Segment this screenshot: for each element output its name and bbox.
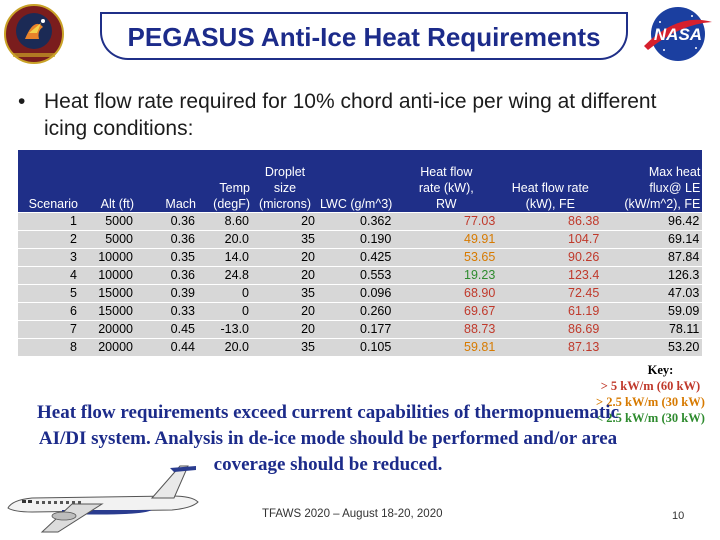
cell-temp: 0 — [198, 285, 252, 303]
title-frame — [100, 12, 628, 60]
cell-lwc: 0.260 — [318, 303, 394, 321]
nasa-logo-text: NASA — [653, 25, 703, 44]
cell-droplet: 20 — [252, 249, 318, 267]
col-lwc: LWC (g/m^3) — [318, 150, 394, 213]
cell-max-heat-flux: 59.09 — [602, 303, 702, 321]
table-row — [18, 213, 702, 231]
cell-alt: 10000 — [80, 267, 136, 285]
cell-mach: 0.44 — [136, 339, 198, 357]
heat-flow-table — [18, 150, 702, 356]
conclusion-text: Heat flow requirements exceed current capabilities of thermopnuematic AI/DI system. Analysis in de-ice mode should be performed and/or area coverage should be reduced. — [36, 402, 620, 475]
cell-lwc: 0.362 — [318, 213, 394, 231]
page-title: PEGASUS Anti-Ice Heat Requirements — [127, 22, 601, 52]
col-heat-flow-rw: Heat flow rate (kW), RW — [394, 150, 498, 213]
key-green: < 2.5 kW/m (30 kW) — [596, 411, 705, 425]
cell-heat-flow-fe: 86.38 — [498, 213, 602, 231]
cell-lwc: 0.177 — [318, 321, 394, 339]
cell-heat-flow-fe: 86.69 — [498, 321, 602, 339]
table-row — [18, 267, 702, 285]
cell-heat-flow-fe: 87.13 — [498, 339, 602, 357]
cell-droplet: 20 — [252, 303, 318, 321]
cell-mach: 0.39 — [136, 285, 198, 303]
cell-scenario: 6 — [18, 303, 80, 321]
cell-lwc: 0.096 — [318, 285, 394, 303]
cell-scenario: 1 — [18, 213, 80, 231]
key-orange: > 2.5 kW/m (30 kW) — [596, 395, 705, 409]
cell-max-heat-flux: 53.20 — [602, 339, 702, 357]
cell-scenario: 3 — [18, 249, 80, 267]
cell-temp: 20.0 — [198, 339, 252, 357]
cell-droplet: 20 — [252, 321, 318, 339]
cell-alt: 5000 — [80, 231, 136, 249]
table-row — [18, 339, 702, 357]
cell-heat-flow-rw: 68.90 — [394, 285, 498, 303]
cell-heat-flow-rw: 19.23 — [394, 267, 498, 285]
cell-heat-flow-rw: 59.81 — [394, 339, 498, 357]
cell-alt: 20000 — [80, 339, 136, 357]
cell-lwc: 0.190 — [318, 231, 394, 249]
cell-heat-flow-fe: 104.7 — [498, 231, 602, 249]
cell-temp: 24.8 — [198, 267, 252, 285]
key-red: > 5 kW/m (60 kW) — [600, 379, 701, 393]
page-number: 10 — [672, 510, 685, 522]
cell-max-heat-flux: 47.03 — [602, 285, 702, 303]
col-max-heat-flux: Max heat flux@ LE (kW/m^2), FE — [602, 150, 702, 213]
cell-droplet: 35 — [252, 339, 318, 357]
cell-droplet: 20 — [252, 267, 318, 285]
key-heading: Key: — [647, 363, 674, 377]
bullet-text: Heat flow rate required for 10% chord anti-ice per wing at different icing conditions: — [44, 90, 657, 140]
nasa-meatball-icon — [640, 4, 716, 64]
table-header-row — [18, 150, 702, 213]
table-row — [18, 321, 702, 339]
cell-scenario: 4 — [18, 267, 80, 285]
cell-mach: 0.36 — [136, 231, 198, 249]
cell-temp: 20.0 — [198, 231, 252, 249]
table-row — [18, 249, 702, 267]
aircraft-icon — [2, 456, 202, 540]
col-droplet: Droplet size (microns) — [252, 150, 318, 213]
cell-heat-flow-rw: 77.03 — [394, 213, 498, 231]
cell-heat-flow-fe: 61.19 — [498, 303, 602, 321]
cell-max-heat-flux: 126.3 — [602, 267, 702, 285]
cell-alt: 15000 — [80, 303, 136, 321]
cell-mach: 0.36 — [136, 267, 198, 285]
cell-lwc: 0.105 — [318, 339, 394, 357]
cell-temp: 14.0 — [198, 249, 252, 267]
col-temp: Temp (degF) — [198, 150, 252, 213]
cell-heat-flow-rw: 88.73 — [394, 321, 498, 339]
cell-heat-flow-fe: 90.26 — [498, 249, 602, 267]
cell-alt: 20000 — [80, 321, 136, 339]
cell-max-heat-flux: 78.11 — [602, 321, 702, 339]
table-row — [18, 231, 702, 249]
cell-scenario: 5 — [18, 285, 80, 303]
bullet-symbol: • — [18, 90, 26, 113]
table-row — [18, 285, 702, 303]
cell-max-heat-flux: 69.14 — [602, 231, 702, 249]
col-heat-flow-fe: Heat flow rate (kW), FE — [498, 150, 602, 213]
cell-alt: 10000 — [80, 249, 136, 267]
cell-max-heat-flux: 96.42 — [602, 213, 702, 231]
cell-droplet: 35 — [252, 285, 318, 303]
pegasus-mission-patch-icon — [3, 3, 65, 65]
footer-conference: TFAWS 2020 – August 18-20, 2020 — [262, 508, 443, 520]
cell-heat-flow-fe: 123.4 — [498, 267, 602, 285]
col-scenario: Scenario — [18, 150, 80, 213]
cell-scenario: 8 — [18, 339, 80, 357]
cell-temp: 8.60 — [198, 213, 252, 231]
cell-heat-flow-rw: 69.67 — [394, 303, 498, 321]
col-mach: Mach — [136, 150, 198, 213]
cell-mach: 0.45 — [136, 321, 198, 339]
cell-lwc: 0.425 — [318, 249, 394, 267]
table-row — [18, 303, 702, 321]
bullet-point — [18, 88, 698, 142]
col-alt: Alt (ft) — [80, 150, 136, 213]
cell-droplet: 35 — [252, 231, 318, 249]
cell-lwc: 0.553 — [318, 267, 394, 285]
cell-mach: 0.36 — [136, 213, 198, 231]
cell-temp: 0 — [198, 303, 252, 321]
cell-heat-flow-fe: 72.45 — [498, 285, 602, 303]
cell-alt: 5000 — [80, 213, 136, 231]
cell-droplet: 20 — [252, 213, 318, 231]
cell-temp: -13.0 — [198, 321, 252, 339]
cell-heat-flow-rw: 49.91 — [394, 231, 498, 249]
cell-max-heat-flux: 87.84 — [602, 249, 702, 267]
cell-alt: 15000 — [80, 285, 136, 303]
cell-mach: 0.33 — [136, 303, 198, 321]
cell-heat-flow-rw: 53.65 — [394, 249, 498, 267]
cell-mach: 0.35 — [136, 249, 198, 267]
cell-scenario: 2 — [18, 231, 80, 249]
cell-scenario: 7 — [18, 321, 80, 339]
